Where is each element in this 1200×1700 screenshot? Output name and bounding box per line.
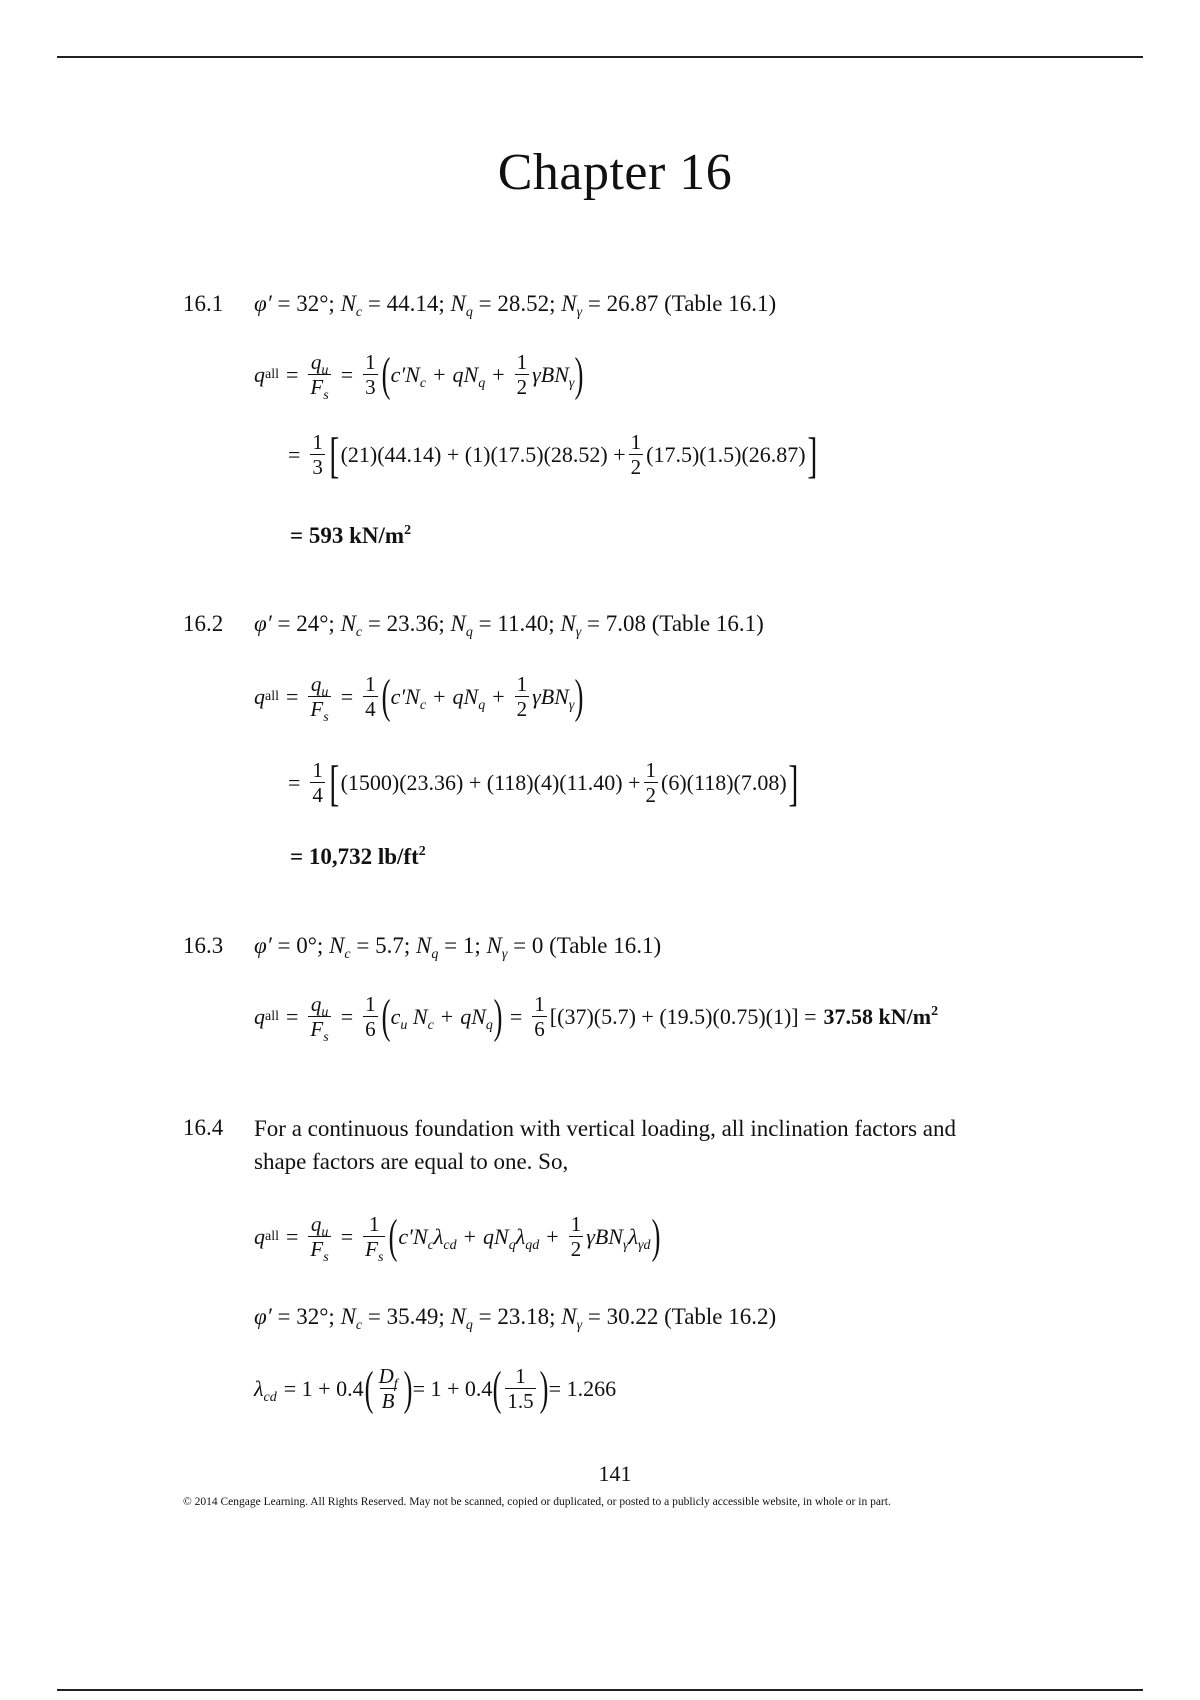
formula-qall: q all = $\frac{q_u}{F_s}$ = $\frac{1}{3}$ ( $c'N_c$ + $qN_q$ + $\frac{1}{2}$ γBN$_\gamma$ ) (254, 347, 584, 403)
lambda-cd-equation: $\lambda_{cd}$ = 1 + 0.4 ( $\frac{D_f}{B}$ ) = 1 + 0.4 ( $\frac{1}{1.5}$ ) = 1.266 (254, 1361, 617, 1415)
substitution-line: = $\frac{1}{4}$ [ (1500)(23.36) + (118)(4)(11.40) + $\frac{1}{2}$ (6)(118)(7.08) ] (288, 754, 798, 811)
given-line: φ′ = 32°; $N_c = 35.49$; $N_q = 23.18$; $N_\gamma = 30.22$ (Table 16.2) (254, 1304, 777, 1333)
given-line: φ′ = 0°; $N_c = 5.7$; $N_q = 1$; $N_\gamma = 0$ (Table 16.1) (254, 933, 662, 962)
problem-number: 16.2 (183, 611, 224, 636)
problem-number: 16.1 (183, 291, 224, 316)
problem-number: 16.4 (183, 1115, 224, 1140)
chapter-title: Chapter 16 (497, 144, 733, 201)
problem-text: For a continuous foundation with vertical loading, all inclination factors and shape factors are equal to one. So, (254, 1116, 956, 1174)
problem-number: 16.3 (183, 933, 224, 958)
page-number: 141 (598, 1461, 632, 1486)
formula-qall-solution: q all = $\frac{q_u}{F_s}$ = $\frac{1}{6}$ ( $c_u$ $N_c$ + $qN_q$ ) = $\frac{1}{6}$ [(37)(5.7) + (19.5)(0.75)(1)] = 37.58 $kN/m^2$ (254, 989, 939, 1045)
copyright-notice: © 2014 Cengage Learning. All Rights Reserved. May not be scanned, copied or duplicated, or posted to a publicly accessible website, in whole or in part. (183, 1496, 891, 1508)
header-rule (57, 56, 1143, 58)
footer-rule (57, 1689, 1143, 1691)
given-line: φ′ = 24°; $N_c = 23.36$; $N_q = 11.40$; $N_\gamma = 7.08$ (Table 16.1) (254, 611, 764, 640)
substitution-line: = $\frac{1}{3}$ [ (21)(44.14) + (1)(17.5)(28.52) + $\frac{1}{2}$ (17.5)(1.5)(26.87) ] (288, 426, 817, 483)
given-line: φ′ = 32°; $N_c = 44.14$; $N_q = 28.52$; $N_\gamma = 26.87$ (Table 16.1) (254, 291, 777, 320)
formula-qall-depth: q all = $\frac{q_u}{F_s}$ = $\frac{1}{F_s}$ ( $c'N_c\lambda_{cd}$ + $qN_q\lambda_{qd}$ + $\frac{1}{2}$ $\gamma BN_\gamma\lambda_{\gamma d}$ ) (254, 1209, 660, 1265)
formula-qall: q all = $\frac{q_u}{F_s}$ = $\frac{1}{4}$ ( $c'N_c$ + $qN_q$ + $\frac{1}{2}$ γBN$_\gamma$ ) (254, 669, 584, 725)
result: = 10,732 $lb/ft^2$ (290, 844, 426, 869)
result: = 593 $kN/m^2$ (290, 523, 412, 548)
